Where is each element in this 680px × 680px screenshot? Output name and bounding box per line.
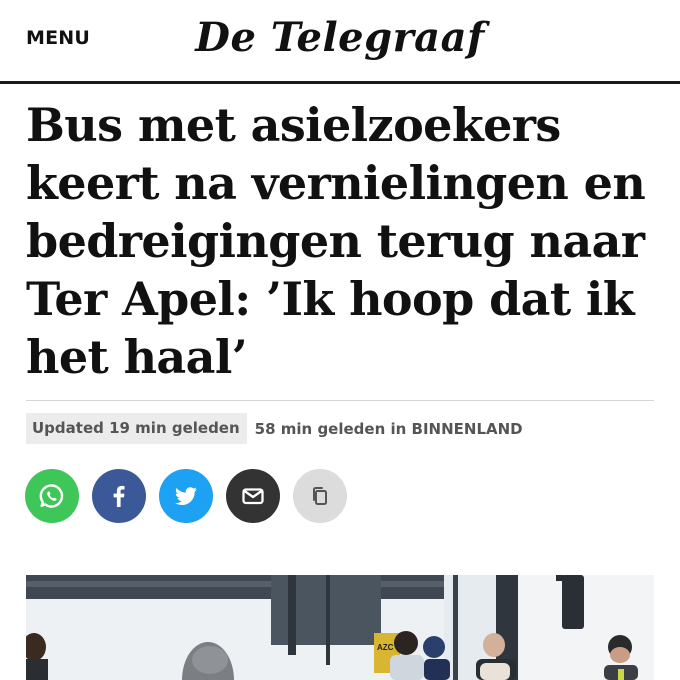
mail-icon [239, 482, 267, 510]
updated-badge: Updated 19 min geleden [26, 413, 247, 444]
twitter-icon [171, 481, 201, 511]
menu-button[interactable]: MENU [26, 27, 91, 49]
site-header [0, 0, 680, 84]
article-meta [26, 413, 523, 444]
bus-sign-text: AZC [377, 643, 394, 652]
share-whatsapp-button[interactable] [25, 469, 79, 523]
share-facebook-button[interactable] [92, 469, 146, 523]
whatsapp-icon [38, 482, 66, 510]
copy-icon [307, 483, 333, 509]
bus-photo-illustration [26, 575, 654, 680]
copy-link-button[interactable] [293, 469, 347, 523]
published-info: 58 min geleden in BINNENLAND [254, 419, 523, 438]
divider [26, 400, 654, 401]
article-photo [26, 575, 654, 680]
facebook-icon [105, 482, 133, 510]
site-logo[interactable]: De Telegraaf [195, 14, 485, 61]
share-email-button[interactable] [226, 469, 280, 523]
share-twitter-button[interactable] [159, 469, 213, 523]
share-bar [25, 469, 360, 523]
article-headline: Bus met asielzoekers keert na vernielingen en bedreigingen terug naar Ter Apel: ’Ik hoop dat ik het haal’ [26, 98, 646, 384]
